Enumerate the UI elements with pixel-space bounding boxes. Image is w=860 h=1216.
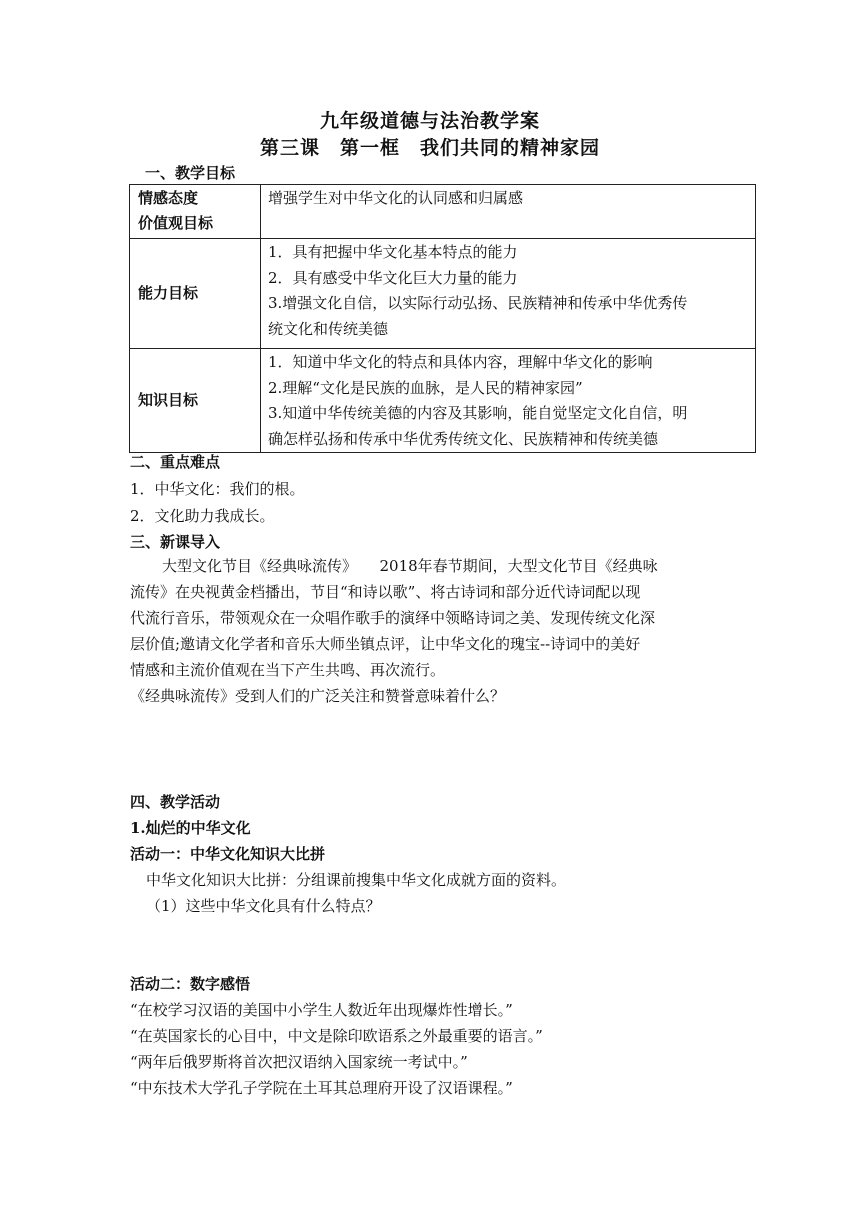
goal-label <box>130 239 261 349</box>
table-row <box>130 185 756 239</box>
goal-content <box>261 349 756 453</box>
section-heading-intro: 三、新课导入 <box>130 533 221 551</box>
intro-paragraph-line: 情感和主流价值观在当下产生共鸣、再次流行。 <box>130 661 446 679</box>
goal-line: 增强学生对中华文化的认同感和归属感 <box>268 189 524 207</box>
goal-label <box>130 185 261 239</box>
goal-label-line: 情感态度 <box>138 189 199 207</box>
subsection-heading: 1.灿烂的中华文化 <box>130 819 251 837</box>
table-row <box>130 349 756 453</box>
goal-line: 确怎样弘扬和传承中华优秀传统文化、民族精神和传统美德 <box>268 429 659 448</box>
key-point-item: 1．中华文化：我们的根。 <box>130 480 305 498</box>
activity2-quote: “中东技术大学孔子学院在土耳其总理府开设了汉语课程。” <box>130 1079 513 1097</box>
intro-paragraph-line: 大型文化节目《经典咏流传》 2018年春节期间，大型文化节目《经典咏 <box>162 557 658 575</box>
activity1-text: 中华文化知识大比拼：分组课前搜集中华文化成就方面的资料。 <box>146 871 567 889</box>
activity2-quote: “在校学习汉语的美国中小学生人数近年出现爆炸性增长。” <box>130 1001 513 1019</box>
table-row <box>130 239 756 349</box>
document-title: 九年级道德与法治教学案 <box>319 110 540 132</box>
goal-label-line: 知识目标 <box>138 391 199 409</box>
goal-line: 1．具有把握中华文化基本特点的能力 <box>268 243 518 261</box>
activity1-question: （1）这些中华文化具有什么特点？ <box>146 897 381 915</box>
goal-content <box>261 239 756 349</box>
lesson-subtitle: 第三课 第一框 我们共同的精神家园 <box>259 137 600 159</box>
goal-line: 2.理解“文化是民族的血脉，是人民的精神家园” <box>268 378 583 397</box>
intro-paragraph-line: 层价值;邀请文化学者和音乐大师坐镇点评，让中华文化的瑰宝--诗词中的美好 <box>130 635 641 653</box>
teaching-goals-table <box>129 184 756 453</box>
goal-label <box>130 349 261 453</box>
goal-content <box>261 185 756 239</box>
activity1-title: 活动一：中华文化知识大比拼 <box>130 845 326 863</box>
goal-label-line: 能力目标 <box>138 284 199 302</box>
key-point-item: 2．文化助力我成长。 <box>130 507 275 525</box>
intro-paragraph-line: 流传》在央视黄金档播出，节目“和诗以歌”、将古诗词和部分近代诗词配以现 <box>130 583 641 601</box>
intro-question: 《经典咏流传》受到人们的广泛关注和赞誉意味着什么？ <box>130 687 506 705</box>
activity2-quote: “两年后俄罗斯将首次把汉语纳入国家统一考试中。” <box>130 1053 468 1071</box>
section-heading-activities: 四、教学活动 <box>130 793 221 811</box>
goal-line: 3.增强文化自信，以实际行动弘扬、民族精神和传承中华优秀传 <box>268 294 688 312</box>
activity2-title: 活动二：数字感悟 <box>130 975 251 993</box>
section-heading-goals: 一、教学目标 <box>145 164 236 182</box>
goal-line: 2．具有感受中华文化巨大力量的能力 <box>268 268 518 287</box>
goal-line: 统文化和传统美德 <box>268 319 389 338</box>
goal-line: 1．知道中华文化的特点和具体内容，理解中华文化的影响 <box>268 353 653 371</box>
goal-label-line: 价值观目标 <box>138 214 214 232</box>
goal-line: 3.知道中华传统美德的内容及其影响，能自觉坚定文化自信，明 <box>268 404 688 422</box>
section-heading-key-points: 二、重点难点 <box>130 453 221 471</box>
activity2-quote: “在英国家长的心目中，中文是除印欧语系之外最重要的语言。” <box>130 1027 543 1045</box>
intro-paragraph-line: 代流行音乐，带领观众在一众唱作歌手的演绎中领略诗词之美、发现传统文化深 <box>130 609 656 627</box>
